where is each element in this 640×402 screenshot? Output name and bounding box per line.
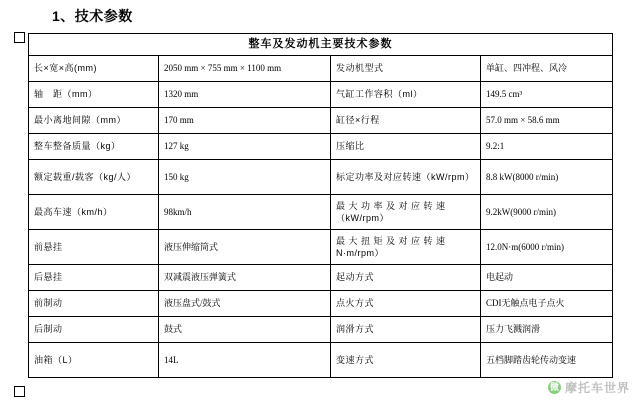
- label-cell: 额定载重/载客（kg/人）: [29, 159, 159, 194]
- table-row: [29, 55, 613, 81]
- label-cell: 起动方式: [331, 264, 481, 290]
- value-cell: 14L: [159, 342, 331, 377]
- value-cell: 单缸、四冲程、风冷: [481, 55, 613, 81]
- value-cell: 鼓式: [159, 316, 331, 342]
- value-cell: 57.0 mm × 58.6 mm: [481, 107, 613, 133]
- label-cell: 缸径×行程: [331, 107, 481, 133]
- label-cell: 润滑方式: [331, 316, 481, 342]
- spec-table: [28, 33, 613, 378]
- value-cell: 1320 mm: [159, 81, 331, 107]
- label-cell: 整车整备质量（kg）: [29, 133, 159, 159]
- label-cell: 最小离地间隙（mm）: [29, 107, 159, 133]
- table-title: 整车及发动机主要技术参数: [29, 34, 613, 56]
- label-cell: 变速方式: [331, 342, 481, 377]
- margin-mark-bottom: [14, 386, 25, 397]
- label-cell: 压缩比: [331, 133, 481, 159]
- table-row: [29, 159, 613, 194]
- label-cell: 长×宽×高(mm): [29, 55, 159, 81]
- table-row: [29, 133, 613, 159]
- value-cell: 液压盘式/鼓式: [159, 290, 331, 316]
- value-cell: 五档脚踏齿轮传动变速: [481, 342, 613, 377]
- label-cell: 标定功率及对应转速（kW/rpm）: [331, 159, 481, 194]
- value-cell: 12.0N·m(6000 r/min): [481, 229, 613, 264]
- page-heading: 1、技术参数: [52, 8, 133, 24]
- label-cell: 点火方式: [331, 290, 481, 316]
- table-row: [29, 316, 613, 342]
- value-cell: 170 mm: [159, 107, 331, 133]
- label-cell: 最高车速（km/h）: [29, 194, 159, 229]
- value-cell: 8.8 kW(8000 r/min): [481, 159, 613, 194]
- table-row: [29, 194, 613, 229]
- table-row: [29, 290, 613, 316]
- value-cell: 压力飞溅润滑: [481, 316, 613, 342]
- value-cell: 2050 mm × 755 mm × 1100 mm: [159, 55, 331, 81]
- table-row: [29, 342, 613, 377]
- table-row: [29, 264, 613, 290]
- label-cell: 前制动: [29, 290, 159, 316]
- value-cell: 9.2kW(9000 r/min): [481, 194, 613, 229]
- watermark-text: 摩托车世界: [564, 381, 630, 395]
- label-cell: 后悬挂: [29, 264, 159, 290]
- label-cell: 轴 距（mm）: [29, 81, 159, 107]
- label-cell: 气缸工作容积（ml）: [331, 81, 481, 107]
- value-cell: CDI无触点电子点火: [481, 290, 613, 316]
- label-cell: 油箱（L）: [29, 342, 159, 377]
- label-cell: 最 大 功 率 及 对 应 转 速（kW/rpm）: [331, 194, 481, 229]
- value-cell: 9.2:1: [481, 133, 613, 159]
- table-row: [29, 107, 613, 133]
- label-cell: 前悬挂: [29, 229, 159, 264]
- label-cell: 后制动: [29, 316, 159, 342]
- margin-mark-top: [14, 32, 25, 43]
- wechat-icon: 微: [549, 382, 559, 392]
- value-cell: 150 kg: [159, 159, 331, 194]
- table-row: [29, 81, 613, 107]
- label-cell: 最 大 扭 矩 及 对 应 转 速N·m/rpm）: [331, 229, 481, 264]
- label-cell: 发动机型式: [331, 55, 481, 81]
- value-cell: 液压伸缩筒式: [159, 229, 331, 264]
- value-cell: 149.5 cm³: [481, 81, 613, 107]
- table-row: [29, 229, 613, 264]
- value-cell: 127 kg: [159, 133, 331, 159]
- value-cell: 双减震液压弹簧式: [159, 264, 331, 290]
- value-cell: 电起动: [481, 264, 613, 290]
- value-cell: 98km/h: [159, 194, 331, 229]
- watermark: [548, 379, 630, 396]
- table-title-row: [29, 34, 613, 56]
